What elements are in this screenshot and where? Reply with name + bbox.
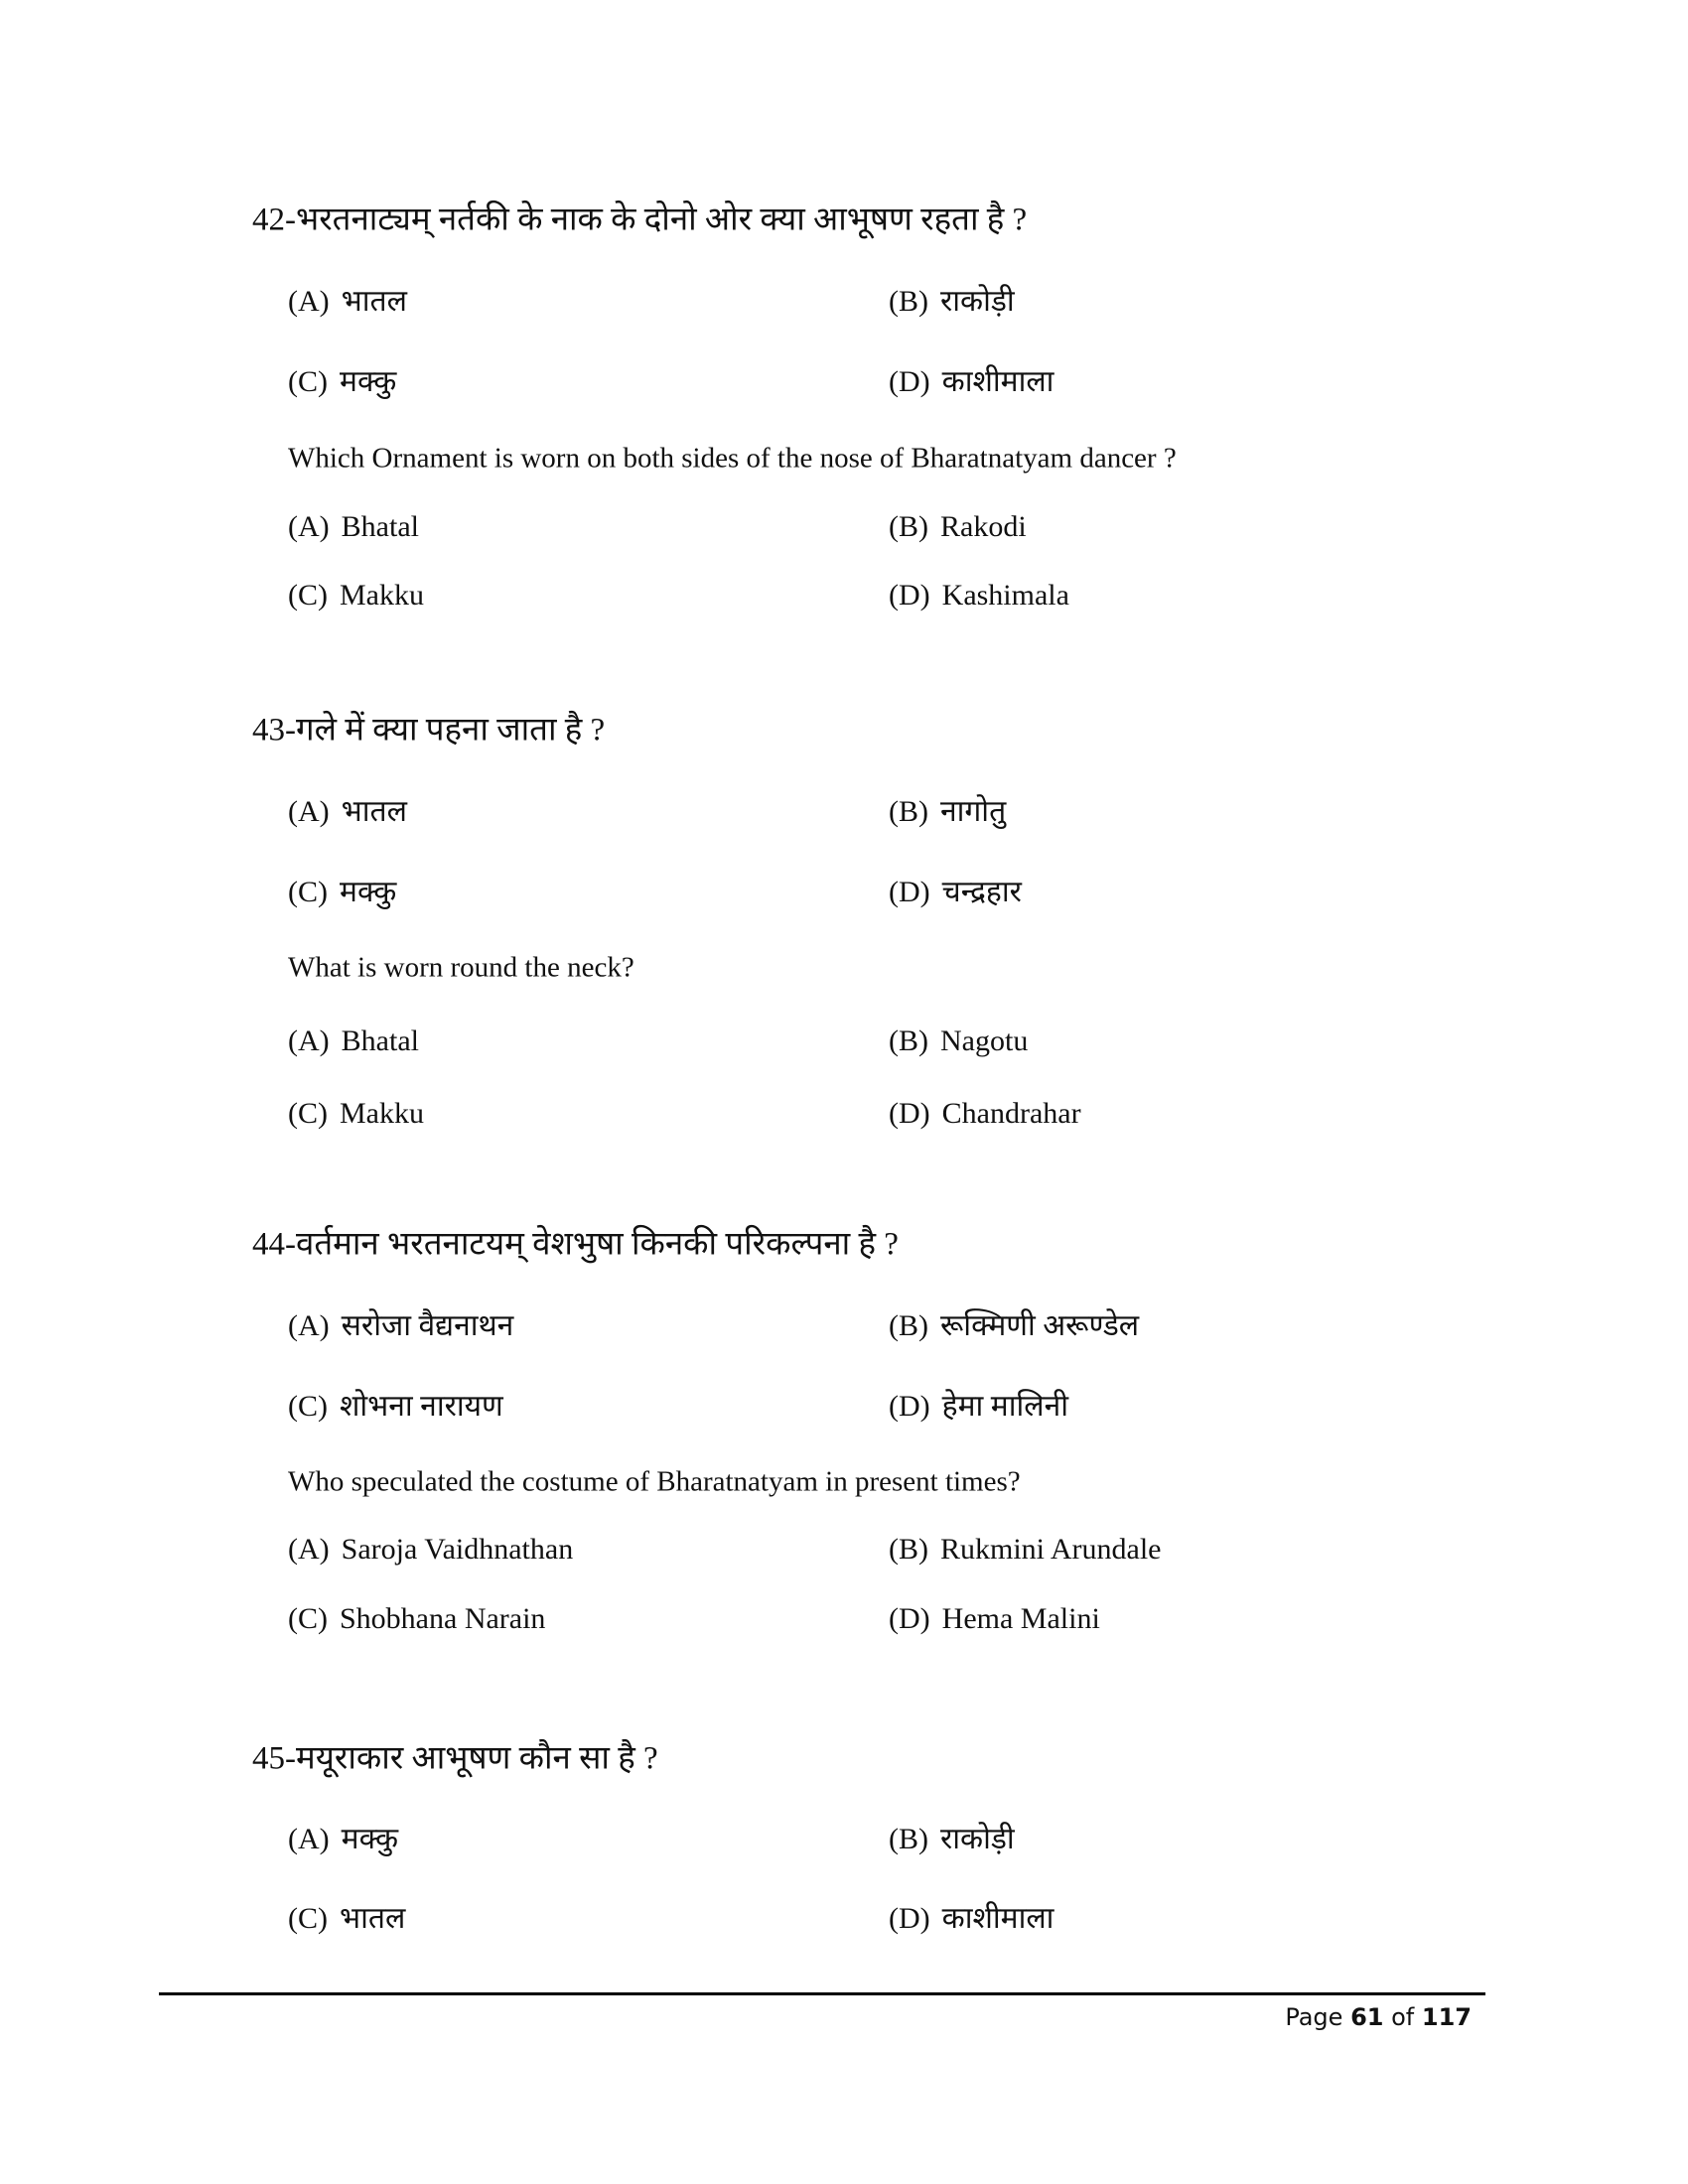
question-english: Who speculated the costume of Bharatnatyam in present times? — [288, 1465, 1021, 1498]
option-hindi — [889, 367, 1054, 397]
option-letter: (D) — [889, 579, 930, 612]
option-english — [889, 1099, 1081, 1129]
option-text: Bhatal — [341, 1024, 419, 1057]
option-letter: (D) — [889, 365, 930, 398]
option-english — [288, 512, 419, 542]
option-english — [889, 581, 1069, 611]
option-text: हेमा मालिनी — [941, 1390, 1069, 1423]
option-letter: (A) — [288, 285, 330, 318]
question-english: What is worn round the neck? — [288, 951, 634, 984]
question-hindi: 44-वर्तमान भरतनाटयम् वेशभुषा किनकी परिकल्पना है ? — [252, 1226, 899, 1263]
option-english — [889, 512, 1027, 542]
option-letter: (C) — [288, 365, 328, 398]
option-text: Hema Malini — [941, 1602, 1100, 1635]
option-hindi — [889, 1311, 1139, 1341]
option-letter: (A) — [288, 1823, 330, 1855]
option-text: Saroja Vaidhnathan — [341, 1533, 574, 1566]
option-english — [889, 1604, 1100, 1634]
option-hindi — [889, 287, 1015, 317]
option-letter: (D) — [889, 1390, 930, 1423]
option-text: भातल — [341, 795, 407, 828]
option-text: Chandrahar — [941, 1097, 1081, 1130]
option-text: Kashimala — [941, 579, 1069, 612]
option-letter: (C) — [288, 1602, 328, 1635]
option-letter: (A) — [288, 795, 330, 828]
option-hindi — [288, 797, 407, 827]
option-hindi — [889, 1392, 1068, 1422]
option-letter: (A) — [288, 1024, 330, 1057]
option-text: शोभना नारायण — [340, 1390, 503, 1423]
option-hindi — [889, 1825, 1015, 1854]
question-hindi: 43-गले में क्या पहना जाता है ? — [252, 712, 606, 749]
option-hindi — [288, 1904, 405, 1934]
option-text: Shobhana Narain — [340, 1602, 546, 1635]
question-hindi: 45-मयूराकार आभूषण कौन सा है ? — [252, 1740, 658, 1777]
option-text: भातल — [340, 1902, 406, 1935]
option-hindi — [889, 1904, 1054, 1934]
option-letter: (A) — [288, 1533, 330, 1566]
option-text: भातल — [341, 285, 407, 318]
question-english: Which Ornament is worn on both sides of the nose of Bharatnatyam dancer ? — [288, 442, 1177, 475]
option-letter: (B) — [889, 1309, 928, 1342]
option-text: Nagotu — [940, 1024, 1029, 1057]
option-english — [288, 581, 424, 611]
option-text: Rakodi — [940, 510, 1027, 543]
option-letter: (B) — [889, 795, 928, 828]
option-english — [889, 1535, 1161, 1565]
option-text: सरोजा वैद्यनाथन — [341, 1309, 514, 1342]
option-text: मक्कु — [340, 365, 397, 398]
option-english — [889, 1026, 1028, 1056]
option-letter: (A) — [288, 1309, 330, 1342]
option-hindi — [288, 1825, 398, 1854]
option-english — [288, 1535, 573, 1565]
footer-divider — [159, 1992, 1485, 1995]
current-page: 61 — [1350, 2003, 1384, 2031]
option-hindi — [288, 367, 396, 397]
option-letter: (B) — [889, 285, 928, 318]
option-text: काशीमाला — [941, 1902, 1055, 1935]
option-letter: (D) — [889, 1097, 930, 1130]
option-text: Rukmini Arundale — [940, 1533, 1162, 1566]
total-pages: 117 — [1421, 2003, 1472, 2031]
option-letter: (C) — [288, 1390, 328, 1423]
option-letter: (C) — [288, 876, 328, 908]
option-text: काशीमाला — [941, 365, 1055, 398]
option-text: मक्कु — [340, 876, 397, 908]
option-letter: (B) — [889, 510, 928, 543]
option-letter: (B) — [889, 1823, 928, 1855]
question-hindi: 42-भरतनाट्यम् नर्तकी के नाक के दोनो ओर क्या आभूषण रहता है ? — [252, 202, 1028, 238]
of-word: of — [1391, 2003, 1415, 2031]
option-letter: (C) — [288, 579, 328, 612]
option-letter: (A) — [288, 510, 330, 543]
option-text: Makku — [340, 579, 424, 612]
page-word: Page — [1285, 2003, 1343, 2031]
option-english — [288, 1026, 419, 1056]
option-text: Bhatal — [341, 510, 419, 543]
option-text: नागोतु — [940, 795, 1007, 828]
option-letter: (B) — [889, 1533, 928, 1566]
option-letter: (B) — [889, 1024, 928, 1057]
option-hindi — [889, 797, 1006, 827]
option-letter: (C) — [288, 1902, 328, 1935]
option-text: राकोड़ी — [940, 1823, 1015, 1855]
option-english — [288, 1604, 545, 1634]
option-text: राकोड़ी — [940, 285, 1015, 318]
option-text: मक्कु — [341, 1823, 398, 1855]
option-letter: (D) — [889, 876, 930, 908]
option-hindi — [288, 1311, 513, 1341]
option-text: चन्द्रहार — [941, 876, 1022, 908]
option-hindi — [288, 878, 396, 907]
option-letter: (D) — [889, 1602, 930, 1635]
option-hindi — [288, 1392, 503, 1422]
option-english — [288, 1099, 424, 1129]
page-number — [1285, 2003, 1472, 2031]
option-text: रूक्मिणी अरूण्डेल — [940, 1309, 1140, 1342]
option-letter: (D) — [889, 1902, 930, 1935]
option-text: Makku — [340, 1097, 424, 1130]
option-letter: (C) — [288, 1097, 328, 1130]
option-hindi — [889, 878, 1022, 907]
option-hindi — [288, 287, 407, 317]
